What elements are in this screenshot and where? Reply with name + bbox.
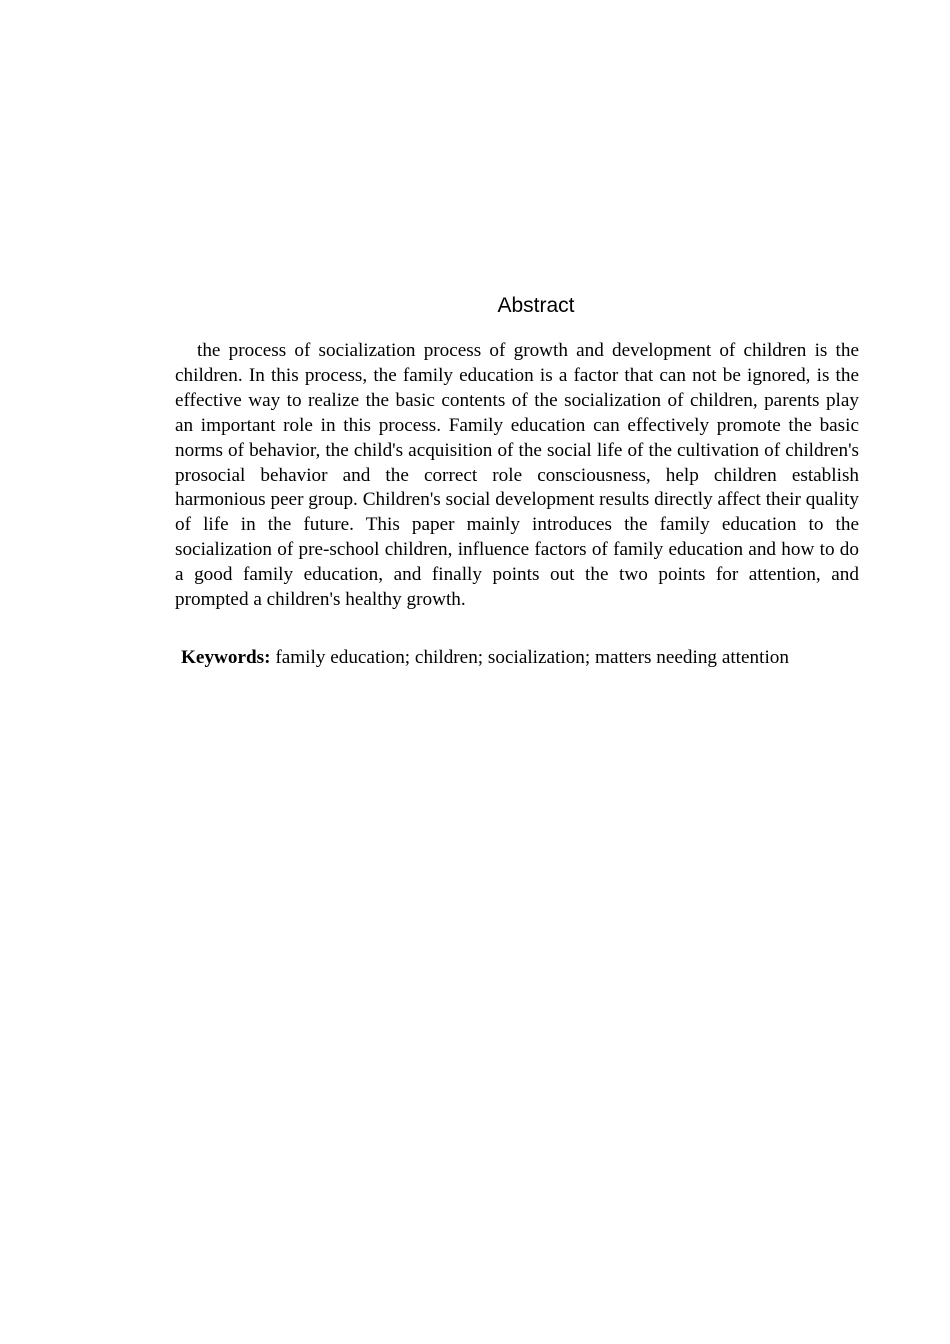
keywords-line [136, 646, 859, 671]
abstract-title: Abstract [497, 294, 575, 317]
keywords-label: Keywords: [181, 647, 271, 668]
abstract-body: the process of socialization process of growth and development of children is the children. In this process, the family education is a factor that can not be ignored, is the effective way to realize the basic contents of the socialization of children, parents play an important role in this process. Family education can effectively promote the basic norms of behavior, the child's acquisition of the social life of the cultivation of children's prosocial behavior and the correct role consciousness, help children establish harmonious peer group. Children's social development results directly affect their quality of life in the future. This paper mainly introduces the family education to the socialization of pre-school children, influence factors of family education and how to do a good family education, and finally points out the two points for attention, and prompted a children's healthy growth. [175, 340, 859, 611]
keywords-text: family education; children; socialization; matters needing attention [275, 647, 789, 668]
